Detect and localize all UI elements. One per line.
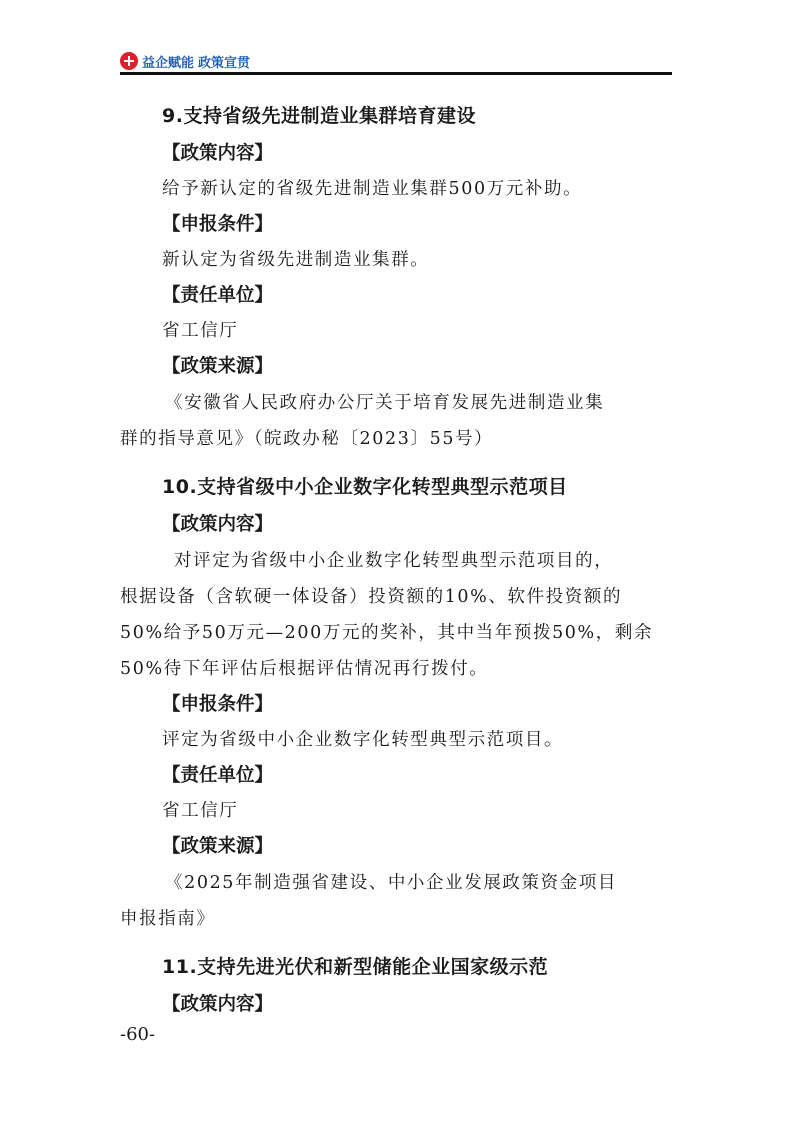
policy-content-label: 【政策内容】 [162, 994, 274, 1015]
page-number: -60- [120, 1024, 156, 1045]
header-rule [120, 72, 672, 75]
content-line: 50%给予50万元—200万元的奖补，其中当年预拨50%，剩余 [120, 623, 654, 643]
content-line: 根据设备（含软硬一体设备）投资额的10%、软件投资额的 [120, 587, 623, 607]
source-label: 【政策来源】 [162, 836, 274, 857]
page-header [120, 50, 672, 76]
conditions-label: 【申报条件】 [162, 214, 274, 235]
unit-label: 【责任单位】 [162, 285, 274, 306]
unit-text: 省工信厅 [162, 801, 239, 821]
source-line: 《安徽省人民政府办公厅关于培育发展先进制造业集 [165, 393, 605, 413]
source-line: 《2025年制造强省建设、中小企业发展政策资金项目 [165, 873, 618, 893]
conditions-text: 评定为省级中小企业数字化转型典型示范项目。 [162, 730, 564, 750]
conditions-label: 【申报条件】 [162, 694, 274, 715]
logo-icon [120, 52, 138, 70]
policy-content-label: 【政策内容】 [162, 514, 274, 535]
conditions-text: 新认定为省级先进制造业集群。 [162, 250, 430, 270]
policy-content-text: 给予新认定的省级先进制造业集群500万元补助。 [162, 179, 583, 199]
source-line: 群的指导意见》（皖政办秘〔2023〕55号） [120, 429, 494, 449]
section-title: 11.支持先进光伏和新型储能企业国家级示范 [162, 956, 549, 978]
section-title: 10.支持省级中小企业数字化转型典型示范项目 [162, 476, 568, 498]
source-line: 申报指南》 [120, 909, 216, 929]
source-text [120, 385, 680, 457]
unit-label: 【责任单位】 [162, 765, 274, 786]
source-label: 【政策来源】 [162, 356, 274, 377]
logo-brand: 益企赋能 [142, 55, 195, 71]
section-title: 9.支持省级先进制造业集群培育建设 [162, 105, 476, 127]
document-body [120, 96, 680, 1023]
source-text [120, 865, 680, 937]
policy-content-label: 【政策内容】 [162, 143, 274, 164]
content-line: 50%待下年评估后根据评估情况再行拨付。 [120, 659, 489, 679]
policy-content-text [120, 543, 680, 687]
unit-text: 省工信厅 [162, 321, 239, 341]
header-logo [120, 50, 250, 72]
logo-slogan: 政策宣贯 [198, 55, 251, 71]
content-line: 对评定为省级中小企业数字化转型典型示范项目的， [174, 551, 614, 571]
